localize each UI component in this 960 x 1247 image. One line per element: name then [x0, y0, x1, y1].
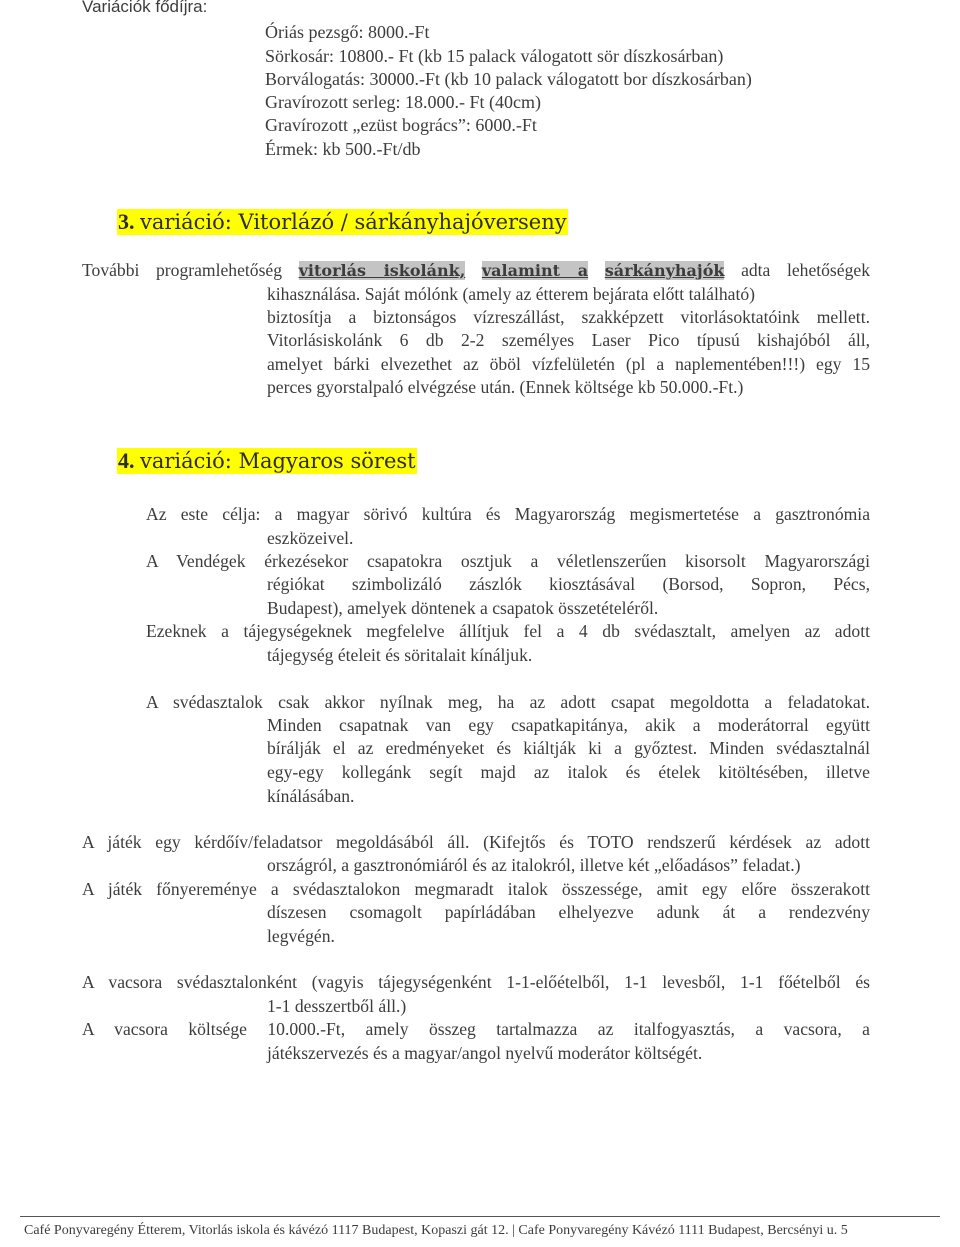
- prize-list-label: Variációk fődíjra:: [82, 0, 208, 16]
- section-3-line: amelyet bárki elvezethet az öböl vízfelületén (pl a naplementében!!!) egy 15: [267, 354, 870, 374]
- section-4-line: A játék főnyereménye a svédasztalokon megmaradt italok összessége, amit egy előre összerakott: [82, 879, 870, 899]
- section-3-line: kihasználása. Saját mólónk (amely az étterem bejárata előtt található): [267, 284, 756, 304]
- prize-item: Gravírozott „ezüst bogrács”: 6000.-Ft: [265, 115, 537, 135]
- section-4-line: díszesen csomagolt papírládában elhelyezve adunk át a rendezvény: [267, 902, 870, 922]
- section-4-line: játékszervezés és a magyar/angol nyelvű moderátor költségét.: [267, 1043, 703, 1063]
- section-title: variáció: Magyaros sörest: [140, 449, 416, 473]
- section-4-line: A Vendégek érkezésekor csapatokra osztjuk a véletlenszerűen kisorsolt Magyarországi: [146, 551, 870, 571]
- prize-item: Sörkosár: 10800.- Ft (kb 15 palack válogatott sör díszkosárban): [265, 46, 724, 66]
- section-4-line: A játék egy kérdőív/feladatsor megoldásából áll. (Kifejtős és TOTO rendszerű kérdések az adott: [82, 832, 870, 852]
- section-4-line: Minden csapatnak van egy csapatkapitánya, akik a moderátorral együtt: [267, 715, 870, 735]
- section-4-line: Az este célja: a magyar sörivó kultúra és Magyarország megismertetése a gasztronómia: [146, 504, 870, 524]
- section-4-line: eszközeivel.: [267, 528, 354, 548]
- section-4-line: A svédasztalok csak akkor nyílnak meg, ha az adott csapat megoldotta a feladatokat.: [146, 692, 870, 712]
- page-footer: Café Ponyvaregény Étterem, Vitorlás iskola és kávézó 1117 Budapest, Kopaszi gát 12. | Cafe Ponyvaregény Kávézó 1111 Budapest, Bercsényi u. 5: [24, 1223, 848, 1238]
- section-4-line: Budapest), amelyek döntenek a csapatok összetételéről.: [267, 598, 659, 618]
- section-number: 3.: [118, 209, 135, 234]
- section-4-line: 1-1 desszertből áll.): [267, 996, 407, 1016]
- section-4-line: bírálják el az eredményeket és kiáltják ki a győztest. Minden svédasztalnál: [267, 738, 870, 758]
- section-4-line: tájegység ételeit és söritalait kínáljuk.: [267, 645, 533, 665]
- section-3-line: perces gyorstalpaló elvégzése után. (Ennek költsége kb 50.000.-Ft.): [267, 377, 744, 397]
- section-4-line: A vacsora költsége 10.000.-Ft, amely összeg tartalmazza az italfogyasztás, a vacsora, a: [82, 1019, 870, 1039]
- section-4-heading: [117, 448, 417, 474]
- section-4-line: egy-egy kollegánk segít majd az italok és ételek kitöltésében, illetve: [267, 762, 870, 782]
- section-4-line: országról, a gasztronómiáról és az italokról, illetve két „előadásos” feladat.): [267, 855, 801, 875]
- section-number: 4.: [118, 448, 135, 473]
- section-4-line: régiókat szimbolizáló zászlók kiosztásával (Borsod, Sopron, Pécs,: [267, 574, 870, 594]
- prize-item: Óriás pezsgő: 8000.-Ft: [265, 22, 430, 42]
- section-3-intro-line: [82, 259, 870, 282]
- section-4-line: kínálásában.: [267, 786, 355, 806]
- section-3-line: Vitorlásiskolánk 6 db 2-2 személyes Laser Pico típusú kishajóból áll,: [267, 330, 870, 350]
- intro-text-end: adta lehetőségek: [741, 260, 870, 280]
- section-4-line: legvégén.: [267, 926, 335, 946]
- sailing-school-highlight: vitorlás iskolánk,: [298, 261, 466, 280]
- section-3-heading: [117, 209, 568, 235]
- connector-highlight: valamint a: [481, 261, 589, 280]
- prize-item: Borválogatás: 30000.-Ft (kb 10 palack válogatott bor díszkosárban): [265, 69, 752, 89]
- footer-divider: [20, 1216, 940, 1217]
- section-title: variáció: Vitorlázó / sárkányhajóverseny: [140, 210, 567, 234]
- section-4-line: A vacsora svédasztalonként (vagyis tájegységenként 1-1-előételből, 1-1 levesből, 1-1 főételből és: [82, 972, 870, 992]
- prize-item: Érmek: kb 500.-Ft/db: [265, 139, 421, 159]
- section-3-line: biztosítja a biztonságos vízreszállást, szakképzett vitorlásoktatóink mellett.: [267, 307, 870, 327]
- intro-text: További programlehetőség: [82, 260, 283, 280]
- prize-item: Gravírozott serleg: 18.000.- Ft (40cm): [265, 92, 541, 112]
- section-4-line: Ezeknek a tájegységeknek megfelelve állítjuk fel a 4 db svédasztalt, amelyen az adott: [146, 621, 870, 641]
- dragon-boats-highlight: sárkányhajók: [604, 261, 725, 280]
